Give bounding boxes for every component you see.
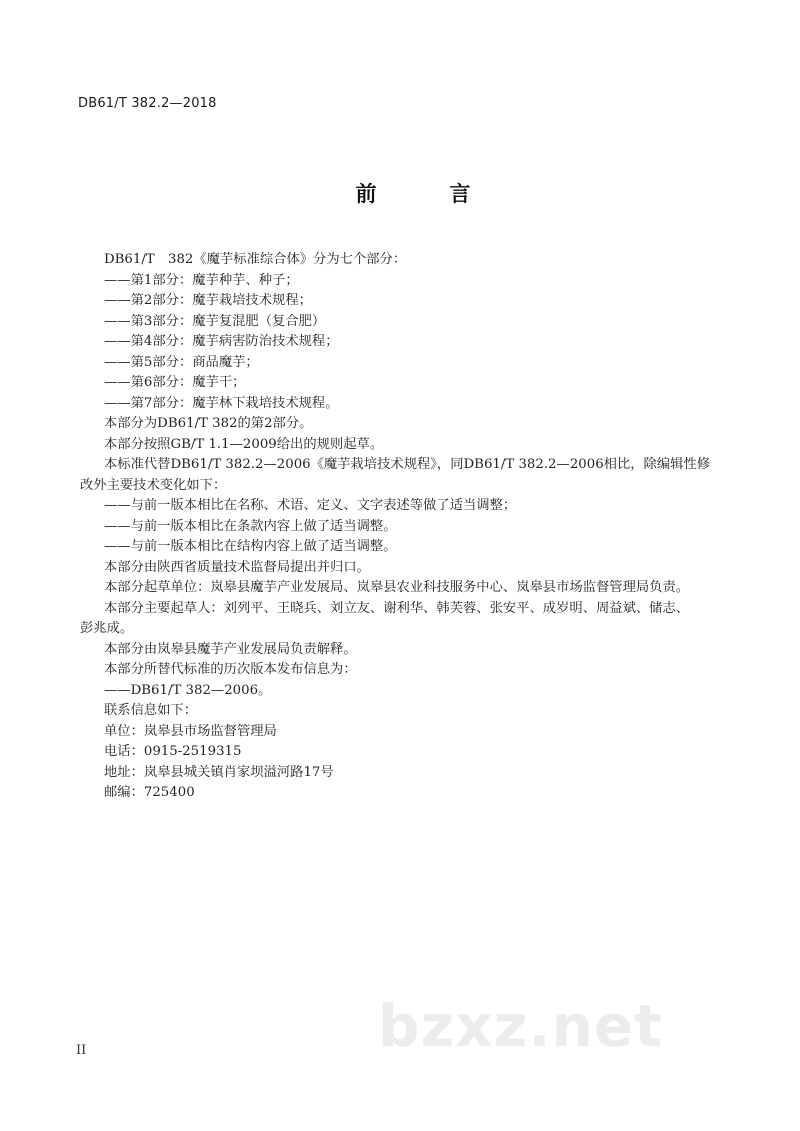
foreword-body [80, 250, 724, 804]
page-number: II [76, 1043, 87, 1058]
contact-unit: 单位：岚皋县市场监督管理局 [104, 723, 277, 739]
list-item-part-5: ——第5部分：商品魔芋； [104, 354, 259, 370]
paragraph-interpretation: 本部分由岚皋县魔芋产业发展局负责解释。 [104, 641, 357, 657]
list-item-part-2: ——第2部分：魔芋栽培技术规程； [104, 293, 312, 308]
paragraph-intro: DB61/T 382《魔芋标准综合体》分为七个部分： [104, 252, 407, 267]
document-code: DB61/T 382.2—2018 [78, 96, 217, 111]
contact-postcode: 邮编：725400 [104, 785, 195, 800]
paragraph-drafters-cont: 彭兆成。 [80, 621, 134, 636]
paragraph-replacement-cont: 改外主要技术变化如下： [80, 477, 227, 493]
paragraph-replacement: 本标准代替DB61/T 382.2—2006《魔芋栽培技术规程》，同DB61/T 382.2—2006相比，除编辑性修 [104, 457, 711, 472]
list-item-change-3: ——与前一版本相比在结构内容上做了适当调整。 [104, 539, 397, 554]
paragraph-drafting-rules: 本部分按照GB/T 1.1—2009给出的规则起草。 [104, 436, 384, 452]
contact-address: 地址：岚皋县城关镇肖家坝溢河路17号 [104, 764, 334, 780]
paragraph-proposer: 本部分由陕西省质量技术监督局提出并归口。 [104, 559, 370, 575]
list-item-part-7: ——第7部分：魔芋林下栽培技术规程。 [104, 395, 339, 411]
paragraph-contact-heading: 联系信息如下： [104, 703, 198, 718]
list-item-part-4: ——第4部分：魔芋病害防治技术规程； [104, 334, 339, 349]
watermark: bzxz.net [378, 992, 663, 1060]
contact-phone: 电话：0915-2519315 [104, 744, 242, 759]
paragraph-history: 本部分所替代标准的历次版本发布信息为： [104, 662, 357, 677]
list-item-part-1: ——第1部分：魔芋种芋、种子； [104, 272, 299, 288]
paragraph-drafters: 本部分主要起草人：刘列平、王晓兵、刘立友、谢利华、韩芙蓉、张安平、成岁明、周益斌、储志、 [104, 600, 690, 616]
list-item-history-1: ——DB61/T 382—2006。 [104, 682, 272, 698]
paragraph-drafting-units: 本部分起草单位：岚皋县魔芋产业发展局、岚皋县农业科技服务中心、岚皋县市场监督管理局负责。 [104, 580, 690, 595]
list-item-part-6: ——第6部分：魔芋干； [104, 375, 246, 390]
list-item-change-2: ——与前一版本相比在条款内容上做了适当调整。 [104, 518, 397, 534]
page-title: 前 言 [355, 182, 497, 206]
paragraph-part-statement: 本部分为DB61/T 382的第2部分。 [104, 416, 313, 431]
list-item-change-1: ——与前一版本相比在名称、术语、定义、文字表述等做了适当调整； [104, 498, 517, 513]
list-item-part-3: ——第3部分：魔芋复混肥（复合肥） [104, 313, 326, 329]
